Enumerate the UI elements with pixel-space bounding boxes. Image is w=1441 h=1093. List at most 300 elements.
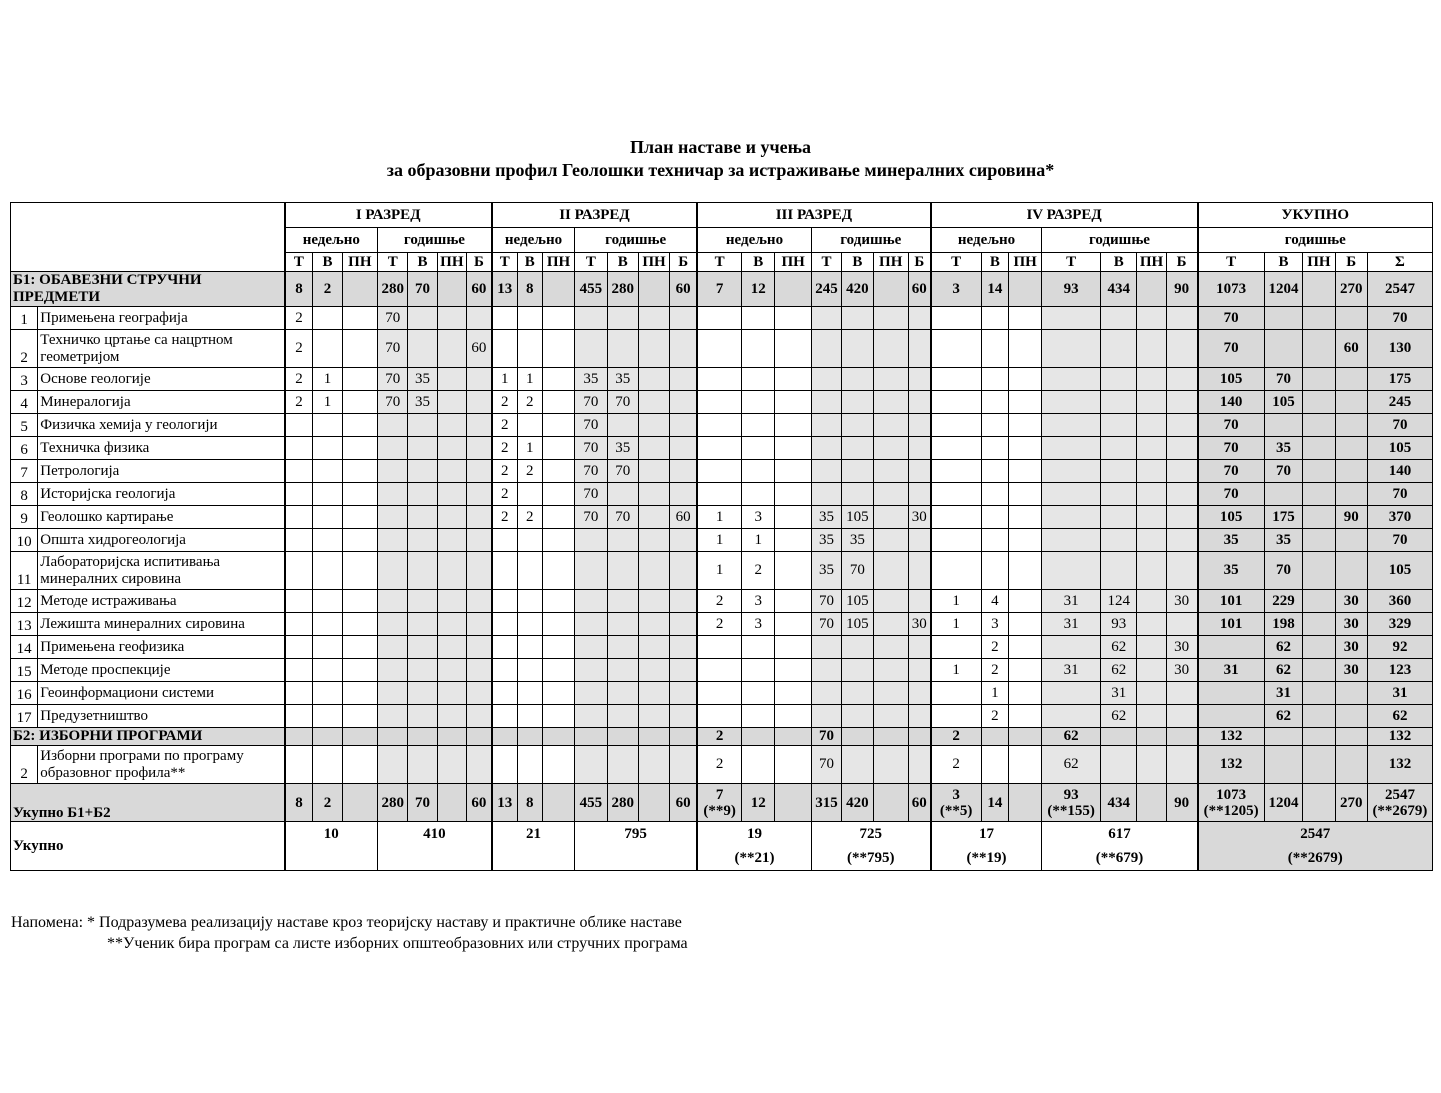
cell-value [1009,613,1042,636]
cell-value: 105 [842,613,873,636]
cell-value: 2 [313,784,342,822]
cell-value [437,552,466,590]
cell-value [1009,784,1042,822]
weekly-header: недељно [285,228,378,253]
subject-name: Петрологија [38,460,285,483]
cell-value [638,613,669,636]
cell-value [1137,636,1166,659]
cell-value [517,330,542,368]
cell-value [285,460,313,483]
cell-value [1042,330,1101,368]
cell-value [467,307,492,330]
grand-total-label: Укупно [11,822,285,871]
cell-value [697,659,741,682]
cell-value [313,728,342,746]
cell-value: 280 [378,272,408,307]
cell-value [873,506,908,529]
cell-value [670,437,697,460]
cell-value [313,529,342,552]
cell-value: 132 [1198,728,1265,746]
cell-value [638,659,669,682]
table-row [11,391,1433,414]
cell-value [467,437,492,460]
cell-value [517,483,542,506]
cell-value: 105 [842,590,873,613]
cell-value [467,506,492,529]
cell-value [775,483,811,506]
cell-value [1009,272,1042,307]
column-header-pn: ПН [775,253,811,272]
cell-value: 70 [842,552,873,590]
cell-value: 360 [1367,590,1432,613]
cell-value: 70 [811,613,841,636]
cell-value [437,330,466,368]
cell-value: 7 [697,272,741,307]
cell-value [1042,636,1101,659]
cell-value [842,368,873,391]
cell-value: 1 [517,368,542,391]
cell-value [342,636,377,659]
subject-name: Примењена географија [38,307,285,330]
cell-value: 31 [1264,682,1302,705]
cell-value: 2 [285,307,313,330]
cell-value [1303,368,1335,391]
cell-value [1166,682,1197,705]
cell-value [697,368,741,391]
cell-value: 245 [1367,391,1432,414]
cell-value [908,437,930,460]
cell-value [1042,414,1101,437]
cell-value [1166,368,1197,391]
column-header-t: Т [1042,253,1101,272]
cell-value [931,460,982,483]
cell-value [437,368,466,391]
cell-value [742,437,775,460]
cell-value [1009,705,1042,728]
cell-value: 35 [408,391,437,414]
cell-value [638,682,669,705]
cell-value [492,746,517,784]
column-header-t: Т [1198,253,1265,272]
cell-value [1009,414,1042,437]
column-header-pn: ПН [1303,253,1335,272]
cell-value: 70 [1198,330,1265,368]
cell-value [1009,746,1042,784]
cell-value: 2 [981,636,1008,659]
cell-value [931,636,982,659]
cell-value [1101,330,1137,368]
subject-name: Минералогија [38,391,285,414]
cell-value [1137,529,1166,552]
cell-value: 30 [908,506,930,529]
cell-value [1198,636,1265,659]
cell-value [670,330,697,368]
cell-value: 434 [1101,784,1137,822]
table-row [11,552,1433,590]
cell-value [908,728,930,746]
cell-value [1303,613,1335,636]
cell-value [811,330,841,368]
cell-value: 62 [1042,746,1101,784]
grade-4-yearly-total: 617 (**679) [1042,822,1198,871]
cell-value [1166,307,1197,330]
cell-value: 140 [1367,460,1432,483]
cell-value [638,784,669,822]
cell-value: 30 [1335,590,1367,613]
cell-value [467,636,492,659]
cell-value: 70 [1367,307,1432,330]
cell-value [1101,437,1137,460]
column-header-v: В [981,253,1008,272]
column-header-v: В [408,253,437,272]
cell-value [981,414,1008,437]
cell-value [408,529,437,552]
cell-value [638,272,669,307]
cell-value [607,613,638,636]
cell-value [1166,414,1197,437]
row-number: 2 [11,746,38,784]
curriculum-table [10,202,1433,871]
cell-value: 124 [1101,590,1137,613]
table-row [11,705,1433,728]
cell-value [313,682,342,705]
cell-value [542,636,574,659]
cell-value: 30 [1335,636,1367,659]
cell-value [1137,506,1166,529]
cell-value [697,391,741,414]
cell-value [408,414,437,437]
cell-value [1137,784,1166,822]
cell-value: 60 [467,330,492,368]
column-header-sigma: Σ [1367,253,1432,272]
cell-value [775,636,811,659]
cell-value: 70 [575,506,607,529]
cell-value: 8 [517,784,542,822]
cell-value [1009,529,1042,552]
cell-value [575,613,607,636]
cell-value: 30 [1335,659,1367,682]
cell-value [670,590,697,613]
cell-value [437,506,466,529]
yearly-header: годишње [378,228,492,253]
cell-value [492,705,517,728]
row-number: 4 [11,391,38,414]
cell-value [908,746,930,784]
subject-name: Општа хидрогеологија [38,529,285,552]
cell-value: 62 [1367,705,1432,728]
cell-value [378,728,408,746]
cell-value [1137,483,1166,506]
cell-value [1137,272,1166,307]
row-number: 1 [11,307,38,330]
cell-value: 229 [1264,590,1302,613]
cell-value [285,437,313,460]
cell-value [670,552,697,590]
cell-value: 70 [1198,307,1265,330]
grade-3-weekly-total: 19 (**21) [697,822,811,871]
grade-3-yearly-total: 725 (**795) [811,822,930,871]
subject-name: Методе истраживања [38,590,285,613]
column-header-v: В [517,253,542,272]
cell-value: 60 [670,784,697,822]
cell-value [607,746,638,784]
cell-value [873,391,908,414]
footnote-2: **Ученик бира програм са листе изборних општеобразовних или стручних програма [107,935,688,952]
cell-value [313,330,342,368]
cell-value: 35 [1198,529,1265,552]
cell-value [492,613,517,636]
cell-value [378,552,408,590]
cell-value: 70 [1264,368,1302,391]
cell-value: 2 [697,613,741,636]
cell-value: 35 [811,506,841,529]
cell-value [670,682,697,705]
subject-name: Примењена геофизика [38,636,285,659]
cell-value [1137,682,1166,705]
cell-value [467,414,492,437]
cell-value: 70 [408,272,437,307]
cell-value: 2 [492,483,517,506]
cell-value [873,636,908,659]
cell-value [811,391,841,414]
row-number: 17 [11,705,38,728]
cell-value [775,613,811,636]
cell-value: 175 [1264,506,1302,529]
cell-value [517,414,542,437]
cell-value [1264,330,1302,368]
cell-value [697,414,741,437]
cell-value [670,368,697,391]
cell-value: 7 (**9) [697,784,741,822]
row-number: 10 [11,529,38,552]
cell-value [1303,483,1335,506]
cell-value [775,552,811,590]
cell-value: 270 [1335,272,1367,307]
cell-value [742,705,775,728]
cell-value [981,529,1008,552]
row-number: 11 [11,552,38,590]
cell-value: 13 [492,272,517,307]
cell-value [742,483,775,506]
cell-value: 70 [575,437,607,460]
cell-value [437,460,466,483]
cell-value [638,529,669,552]
row-number: 15 [11,659,38,682]
cell-value [1137,590,1166,613]
cell-value: 31 [1042,659,1101,682]
cell-value: 315 [811,784,841,822]
cell-value [437,483,466,506]
cell-value [775,746,811,784]
table-row [11,682,1433,705]
yearly-header: годишње [575,228,697,253]
cell-value: 62 [1264,705,1302,728]
cell-value [908,682,930,705]
cell-value: 62 [1042,728,1101,746]
grade-1-yearly-total: 410 [378,822,492,871]
cell-value: 70 [811,590,841,613]
cell-value: 93 (**155) [1042,784,1101,822]
cell-value [313,705,342,728]
cell-value [517,307,542,330]
column-header-v: В [842,253,873,272]
cell-value [542,307,574,330]
cell-value: 1204 [1264,272,1302,307]
cell-value [908,414,930,437]
cell-value [775,307,811,330]
cell-value [313,483,342,506]
cell-value [670,728,697,746]
cell-value: 2 [492,460,517,483]
table-row [11,659,1433,682]
cell-value [908,368,930,391]
cell-value [1335,728,1367,746]
cell-value [775,368,811,391]
cell-value [1303,414,1335,437]
cell-value [342,437,377,460]
cell-value [517,613,542,636]
cell-value: 105 [842,506,873,529]
cell-value [437,391,466,414]
cell-value [437,682,466,705]
cell-value [437,272,466,307]
cell-value [378,414,408,437]
cell-value [313,460,342,483]
cell-value: 35 [575,368,607,391]
cell-value [1009,483,1042,506]
cell-value: 30 [1335,613,1367,636]
column-header-t: Т [811,253,841,272]
cell-value: 70 [1367,483,1432,506]
cell-value [908,391,930,414]
cell-value: 2547 [1367,272,1432,307]
cell-value [1101,307,1137,330]
cell-value [1042,506,1101,529]
column-header-b: Б [670,253,697,272]
cell-value [1303,307,1335,330]
cell-value: 35 [408,368,437,391]
cell-value [467,529,492,552]
cell-value [285,483,313,506]
cell-value [1303,590,1335,613]
cell-value [607,705,638,728]
cell-value [873,414,908,437]
cell-value: 62 [1264,659,1302,682]
cell-value: 70 [1198,483,1265,506]
cell-value: 70 [1367,414,1432,437]
cell-value [931,529,982,552]
cell-value [437,437,466,460]
cell-value: 90 [1166,272,1197,307]
cell-value [517,728,542,746]
cell-value [378,659,408,682]
cell-value [492,590,517,613]
column-header-t: Т [931,253,982,272]
cell-value [670,636,697,659]
cell-value: 30 [1166,636,1197,659]
cell-value [670,659,697,682]
cell-value [285,552,313,590]
cell-value [1137,437,1166,460]
cell-value [670,529,697,552]
cell-value: 30 [908,613,930,636]
column-header-t: Т [575,253,607,272]
cell-value [607,682,638,705]
cell-value: 35 [842,529,873,552]
cell-value [981,437,1008,460]
cell-value: 1 [742,529,775,552]
cell-value [931,368,982,391]
cell-value [342,552,377,590]
table-row [11,590,1433,613]
cell-value [313,746,342,784]
cell-value: 60 [670,272,697,307]
cell-value: 30 [1166,590,1197,613]
cell-value [842,746,873,784]
cell-value [285,590,313,613]
cell-value: 60 [467,272,492,307]
cell-value [1042,705,1101,728]
cell-value [575,682,607,705]
cell-value [1137,705,1166,728]
cell-value [1303,506,1335,529]
cell-value [638,728,669,746]
cell-value: 70 [607,391,638,414]
cell-value [408,330,437,368]
cell-value [981,330,1008,368]
cell-value [1009,307,1042,330]
overall-total: 2547 (**2679) [1198,822,1433,871]
cell-value [378,682,408,705]
cell-value [908,705,930,728]
cell-value: 420 [842,784,873,822]
cell-value [313,659,342,682]
cell-value [575,590,607,613]
cell-value: 132 [1367,746,1432,784]
cell-value [670,705,697,728]
title-line-1: План наставе и учења [630,137,811,157]
column-header-t: Т [378,253,408,272]
cell-value [811,437,841,460]
cell-value [775,590,811,613]
cell-value [1137,613,1166,636]
cell-value: 14 [981,272,1008,307]
cell-value: 3 [742,613,775,636]
cell-value [542,368,574,391]
cell-value: 2 [981,705,1008,728]
cell-value: 1 [697,529,741,552]
column-header-pn: ПН [542,253,574,272]
cell-value [408,659,437,682]
table-row [11,414,1433,437]
cell-value [517,636,542,659]
cell-value [1042,682,1101,705]
cell-value: 93 [1042,272,1101,307]
column-header-b: Б [467,253,492,272]
cell-value [638,437,669,460]
row-number: 16 [11,682,38,705]
cell-value [342,590,377,613]
cell-value [775,728,811,746]
grade-1-weekly-total: 10 [285,822,378,871]
column-header-pn: ПН [342,253,377,272]
row-number: 7 [11,460,38,483]
cell-value [742,368,775,391]
cell-value [1303,682,1335,705]
cell-value: 31 [1198,659,1265,682]
weekly-header: недељно [697,228,811,253]
cell-value [742,682,775,705]
